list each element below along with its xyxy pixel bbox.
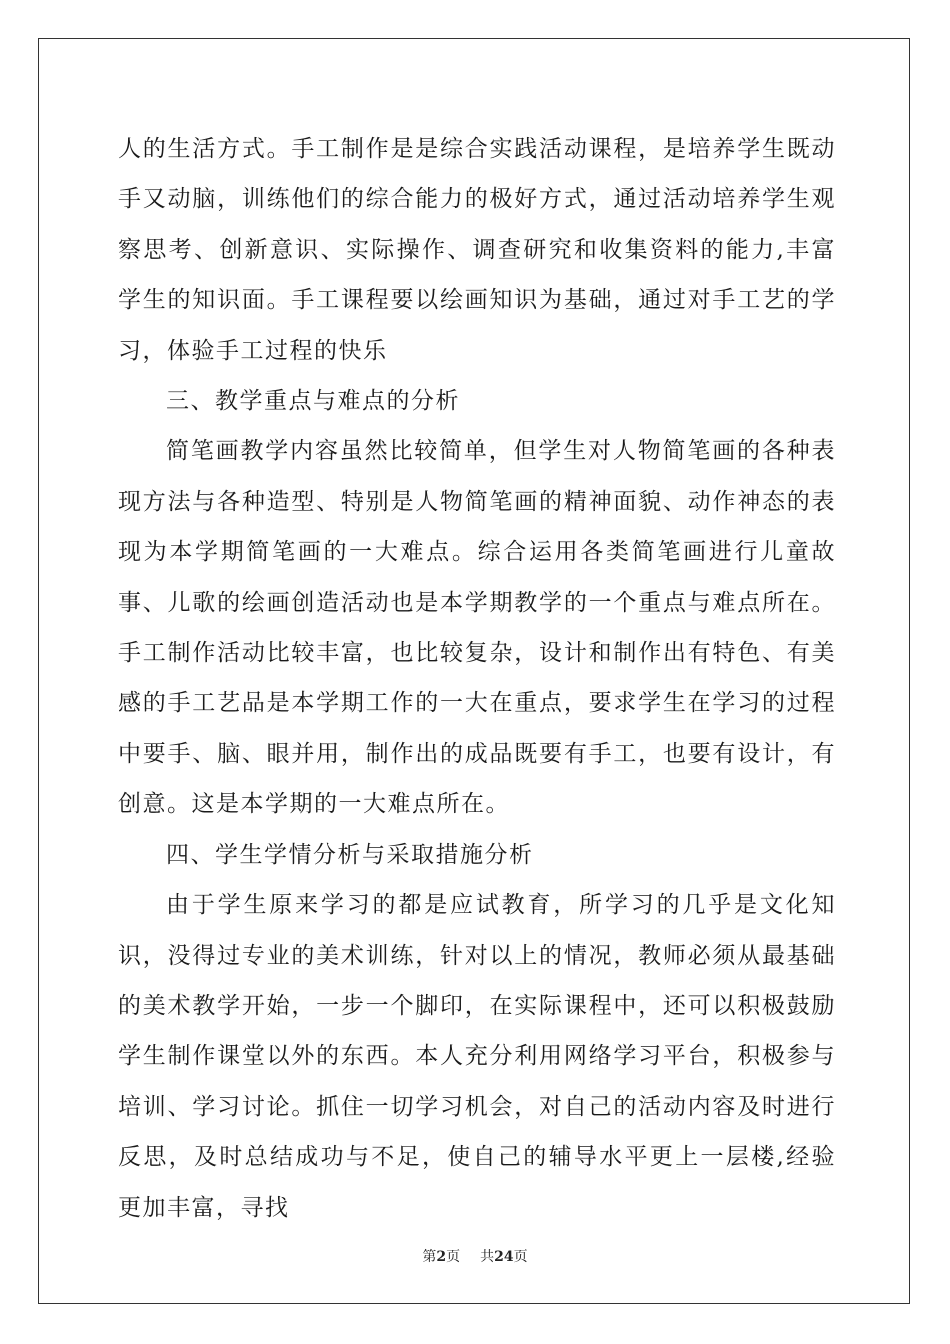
paragraph-student-analysis: 由于学生原来学习的都是应试教育，所学习的几乎是文化知识，没得过专业的美术训练，针对以上的情况，教师必须从最基础的美术教学开始，一步一个脚印，在实际课程中，还可以积极鼓励学生制作课堂以外的东西。本人充分利用网络学习平台，积极参与培训、学习讨论。抓住一切学习机会，对自己的活动内容及时进行反思，及时总结成功与不足，使自己的辅导水平更上一层楼,经验更加丰富，寻找 [118, 892, 836, 1221]
paragraph-key-points: 简笔画教学内容虽然比较简单，但学生对人物简笔画的各种表现方法与各种造型、特别是人物简笔画的精神面貌、动作神态的表现为本学期简笔画的一大难点。综合运用各类简笔画进行儿童故事、儿歌的绘画创造活动也是本学期教学的一个重点与难点所在。手工制作活动比较丰富，也比较复杂，设计和制作出有特色、有美感的手工艺品是本学期工作的一大在重点，要求学生在学习的过程中要手、脑、眼并用，制作出的成品既要有手工，也要有设计，有创意。这是本学期的一大难点所在。 [118, 438, 836, 818]
paragraph-intro-continuation: 人的生活方式。手工制作是是综合实践活动课程，是培养学生既动手又动脑，训练他们的综合能力的极好方式，通过活动培养学生观察思考、创新意识、实际操作、调查研究和收集资料的能力,丰富学生的知识面。手工课程要以绘画知识为基础，通过对手工艺的学习，体验手工过程的快乐 [118, 136, 836, 364]
document-body [118, 124, 836, 1233]
section-heading-4: 四、学生学情分析与采取措施分析 [166, 841, 534, 868]
footer-total-prefix: 共 [480, 1249, 495, 1265]
footer-total-suffix: 页 [513, 1249, 528, 1265]
current-page-number: 2 [436, 1249, 447, 1265]
section-heading-3: 三、教学重点与难点的分析 [166, 388, 460, 415]
page-footer [0, 1246, 950, 1266]
total-pages-number: 24 [494, 1249, 514, 1265]
footer-page-suffix: 页 [446, 1249, 461, 1265]
footer-prefix: 第 [422, 1249, 437, 1265]
